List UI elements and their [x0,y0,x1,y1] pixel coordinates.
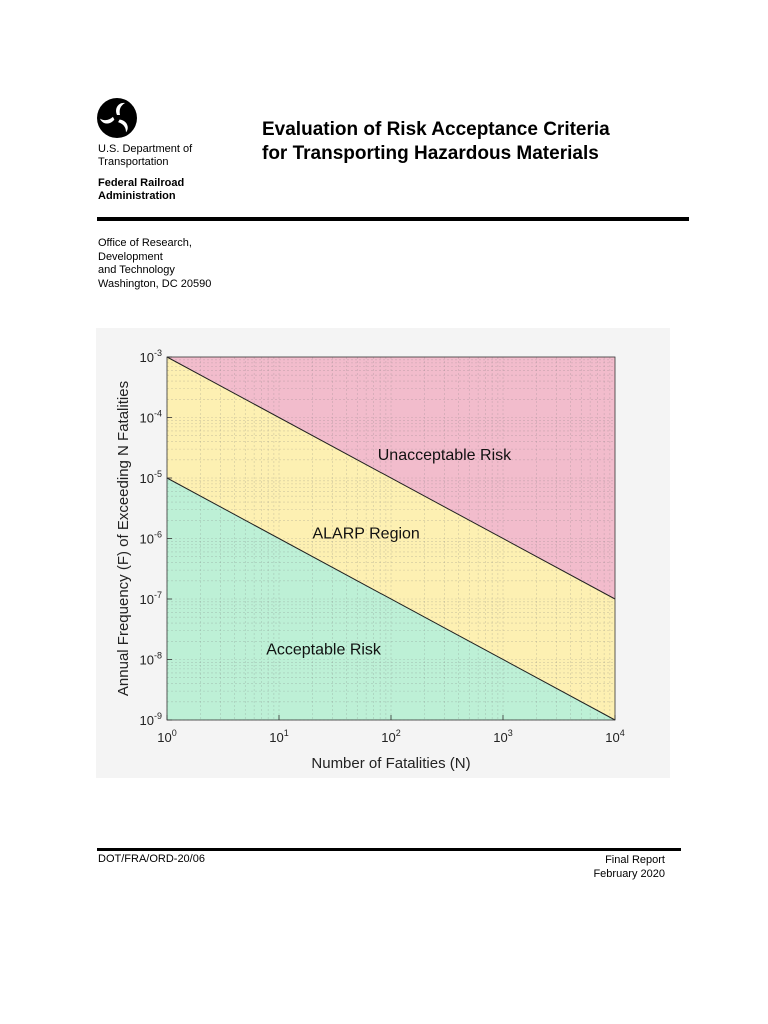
fn-chart-container [96,328,670,778]
unacceptable-risk-label: Unacceptable Risk [377,446,512,464]
office-line3: and Technology [98,264,175,276]
office-line1: Office of Research, [98,237,192,249]
x-axis-label: Number of Fatalities (N) [311,755,471,772]
x-tick-label: $10^2$ [381,728,401,745]
report-title-line2: for Transporting Hazardous Materials [262,143,599,164]
y-tick-label: $10^{-6}$ [139,529,162,547]
administration-name-line2: Administration [98,190,176,202]
x-tick-label: $10^3$ [493,728,513,745]
header-divider [97,217,689,221]
x-tick-label: $10^0$ [157,728,177,745]
report-meta [593,853,665,881]
y-tick-label: $10^{-5}$ [139,469,162,486]
agency-name: U.S. Department of [98,143,193,155]
y-tick-label: $10^{-8}$ [139,650,162,668]
report-title-line1: Evaluation of Risk Acceptance Criteria [262,119,610,140]
agency-block [98,143,192,203]
fn-curve-chart [96,328,670,778]
x-tick-label: $10^1$ [269,728,289,745]
y-tick-label: $10^{-7}$ [139,590,162,607]
dot-logo-icon [97,98,137,138]
y-axis-label: Annual Frequency (F) of Exceeding N Fatalities [115,380,132,697]
agency-name-line2: Transportation [98,156,169,168]
x-tick-label: $10^4$ [605,728,625,745]
acceptable-risk-label: Acceptable Risk [266,641,381,659]
report-number: DOT/FRA/ORD-20/06 [98,853,205,865]
office-address [98,237,211,291]
office-line2: Development [98,250,163,263]
footer-divider [97,848,681,851]
report-type: Final Report [605,854,665,866]
y-tick-label: $10^{-3}$ [139,348,162,365]
alarp-region-label: ALARP Region [312,525,420,543]
report-title [262,118,610,166]
report-date: February 2020 [593,868,665,880]
y-tick-label: $10^{-9}$ [139,711,162,728]
y-tick-label: $10^{-4}$ [139,408,162,426]
administration-name: Federal Railroad [98,177,185,189]
office-line4: Washington, DC 20590 [98,277,212,290]
